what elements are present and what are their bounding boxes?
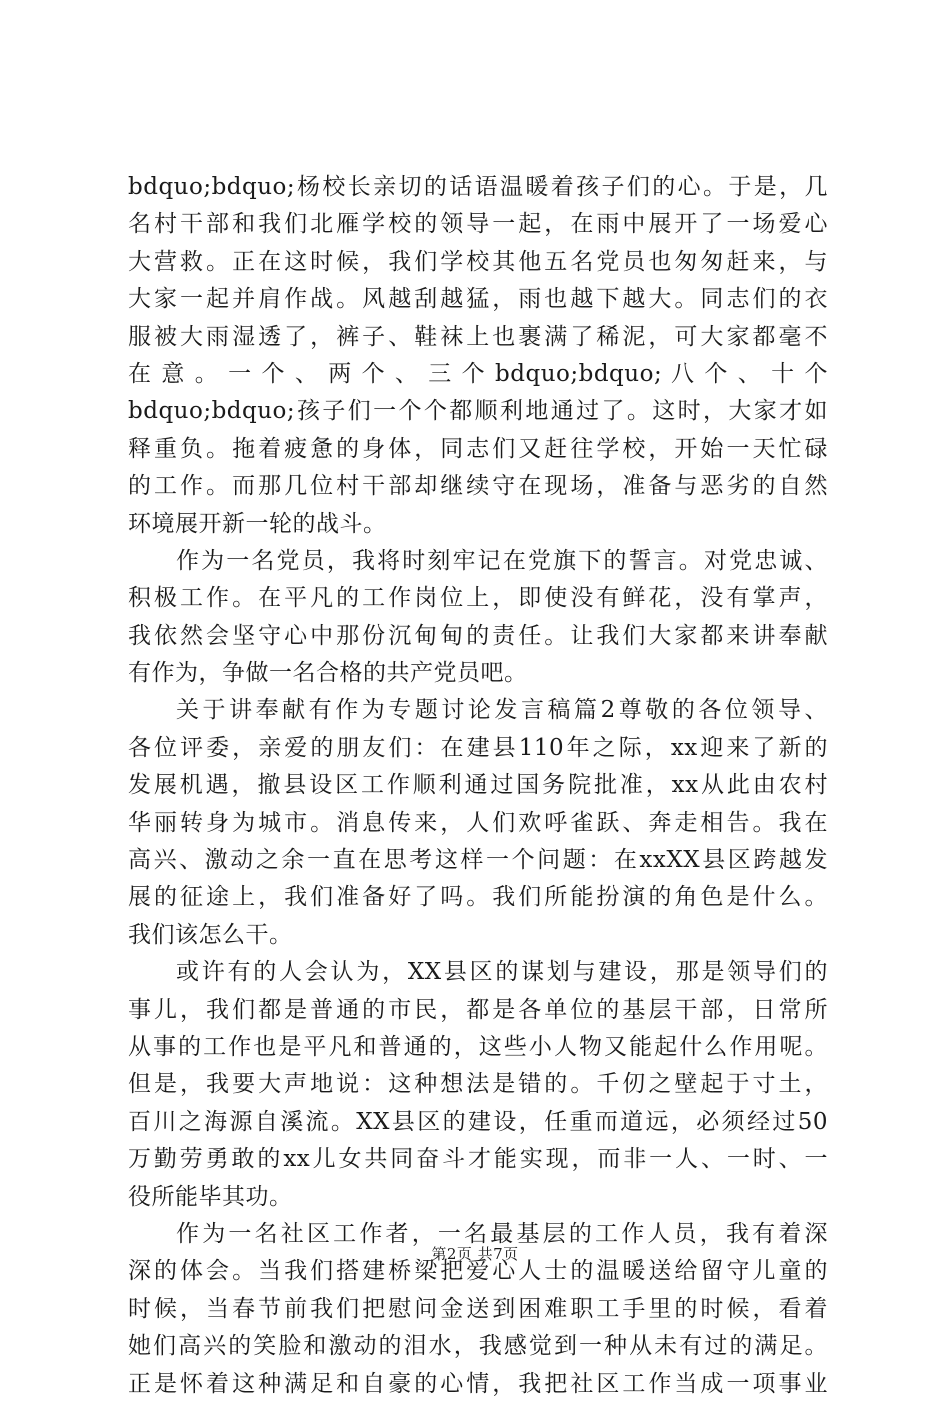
text-line: 在 意 。 一 个 、 两 个 、 三 个 bdquo;bdquo; 八 个 、 十 个 (128, 360, 828, 387)
text-line: 服被大雨湿透了，裤子、鞋袜上也裹满了稀泥，可大家都毫不 (128, 323, 828, 350)
text-line: 役所能毕其功。 (128, 1183, 293, 1210)
text-line: 但是，我要大声地说：这种想法是错的。千仞之壁起于寸土， (128, 1071, 828, 1098)
text-line: 积极工作。在平凡的工作岗位上，即使没有鲜花，没有掌声， (128, 585, 828, 612)
text-line: 万勤劳勇敢的xx儿女共同奋斗才能实现，而非一人、一时、一 (128, 1146, 828, 1173)
paragraph-first-line: 作为一名党员，我将时刻牢记在党旗下的誓言。对党忠诚、 (176, 547, 828, 574)
text-line: 名村干部和我们北雁学校的领导一起，在雨中展开了一场爱心 (128, 211, 828, 238)
text-line: 正是怀着这种满足和自豪的心情，我把社区工作当成一项事业 (128, 1370, 828, 1397)
text-line: bdquo;bdquo;杨校长亲切的话语温暖着孩子们的心。于是，几 (128, 174, 828, 200)
text-line: 释重负。拖着疲惫的身体，同志们又赶往学校，开始一天忙碌 (128, 435, 828, 462)
text-line: 大家一起并肩作战。风越刮越猛，雨也越下越大。同志们的衣 (128, 286, 828, 313)
paragraph-first-line: 关于讲奉献有作为专题讨论发言稿篇2尊敬的各位领导、 (176, 697, 828, 724)
text-line: 高兴、激动之余一直在思考这样一个问题：在xxXX县区跨越发 (128, 847, 828, 874)
text-line: 深的体会。当我们搭建桥梁把爱心人士的温暖送给留守儿童的 (128, 1258, 828, 1285)
text-line: 各位评委，亲爱的朋友们：在建县110年之际，xx迎来了新的 (128, 734, 828, 761)
text-line: 时候，当春节前我们把慰问金送到困难职工手里的时候，看着 (128, 1295, 828, 1322)
text-line: 的工作。而那几位村干部却继续守在现场，准备与恶劣的自然 (128, 473, 828, 500)
text-line: 大营救。正在这时候，我们学校其他五名党员也匆匆赶来，与 (128, 248, 828, 275)
text-line: 发展机遇，撤县设区工作顺利通过国务院批准，xx从此由农村 (128, 772, 828, 799)
text-line: 有作为，争做一名合格的共产党员吧。 (128, 660, 528, 687)
text-line: 从事的工作也是平凡和普通的，这些小人物又能起什么作用呢。 (128, 1033, 828, 1060)
text-line: bdquo;bdquo;孩子们一个个都顺利地通过了。这时，大家才如 (128, 398, 828, 425)
text-line: 她们高兴的笑脸和激动的泪水，我感觉到一种从未有过的满足。 (128, 1333, 828, 1360)
page-number-footer: 第2页 共7页 (431, 1245, 519, 1263)
paragraph-first-line: 作为一名社区工作者，一名最基层的工作人员，我有着深 (176, 1220, 828, 1247)
paragraph-first-line: 或许有的人会认为，XX县区的谋划与建设，那是领导们的 (176, 959, 828, 986)
text-line: 展的征途上，我们准备好了吗。我们所能扮演的角色是什么。 (128, 884, 828, 911)
text-line: 我们该怎么干。 (128, 921, 293, 948)
text-line: 华丽转身为城市。消息传来，人们欢呼雀跃、奔走相告。我在 (128, 809, 828, 836)
text-line: 我依然会坚守心中那份沉甸甸的责任。让我们大家都来讲奉献 (128, 622, 828, 649)
text-line: 事儿，我们都是普通的市民，都是各单位的基层干部，日常所 (128, 996, 828, 1023)
document-body (128, 169, 828, 1403)
text-line: 百川之海源自溪流。XX县区的建设，任重而道远，必须经过50 (128, 1108, 828, 1135)
text-line: 环境展开新一轮的战斗。 (128, 510, 387, 537)
